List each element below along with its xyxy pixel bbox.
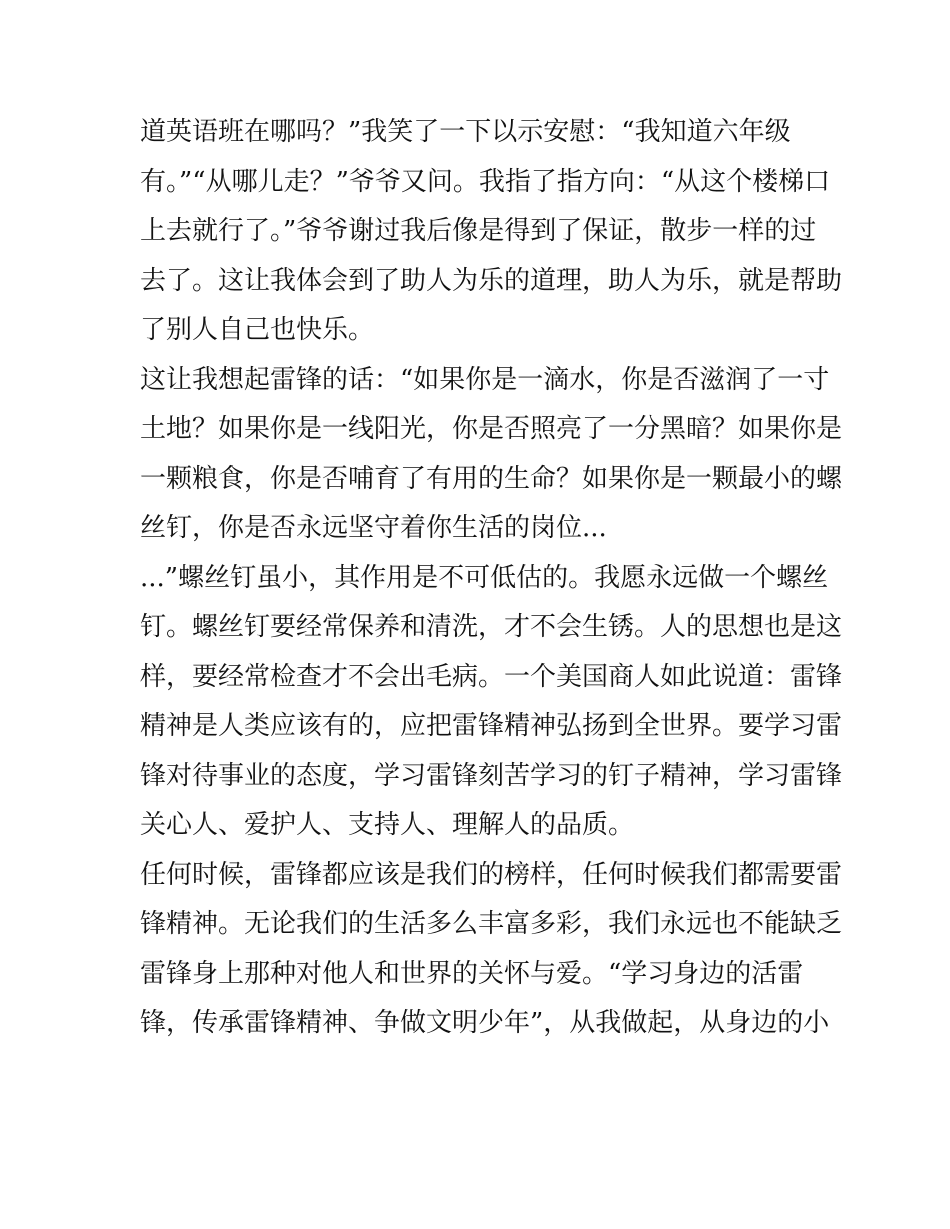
text-line: 有。”“从哪儿走？”爷爷又问。我指了指方向：“从这个楼梯口 [140,166,831,197]
text-line: ...”螺丝钉虽小，其作用是不可低估的。我愿永远做一个螺丝 [140,562,829,593]
text-line: 钉。螺丝钉要经常保养和清洗，才不会生锈。人的思想也是这 [140,612,843,642]
text-line: 去了。这让我体会到了助人为乐的道理，助人为乐，就是帮助 [140,265,843,296]
text-line: 锋，传承雷锋精神、争做文明少年”，从我做起，从身边的小 [140,1008,830,1038]
text-line: 精神是人类应该有的，应把雷锋精神弘扬到全世界。要学习雷 [140,711,843,741]
text-line: 这让我想起雷锋的话：“如果你是一滴水，你是否滋润了一寸 [140,364,830,395]
text-line: 一颗粮食，你是否哺育了有用的生命？如果你是一颗最小的螺 [140,463,843,494]
text-line: 丝钉，你是否永远坚守着你生活的岗位... [140,513,607,543]
text-line: 上去就行了。”爷爷谢过我后像是得到了保证，散步一样的过 [140,216,817,246]
text-line: 关心人、爱护人、支持人、理解人的品质。 [140,810,635,840]
text-line: 锋精神。无论我们的生活多么丰富多彩，我们永远也不能缺乏 [140,909,843,939]
text-line: 土地？如果你是一线阳光，你是否照亮了一分黑暗？如果你是 [140,414,843,444]
text-line: 样，要经常检查才不会出毛病。一个美国商人如此说道：雷锋 [140,661,843,692]
text-line: 任何时候，雷锋都应该是我们的榜样，任何时候我们都需要雷 [140,859,843,890]
text-line: 雷锋身上那种对他人和世界的关怀与爱。“学习身边的活雷 [140,958,804,989]
text-line: 锋对待事业的态度，学习雷锋刻苦学习的钉子精神，学习雷锋 [140,760,843,791]
text-line: 了别人自己也快乐。 [140,315,375,345]
text-line: 道英语班在哪吗？”我笑了一下以示安慰：“我知道六年级 [140,117,791,147]
body-text [140,108,843,1049]
